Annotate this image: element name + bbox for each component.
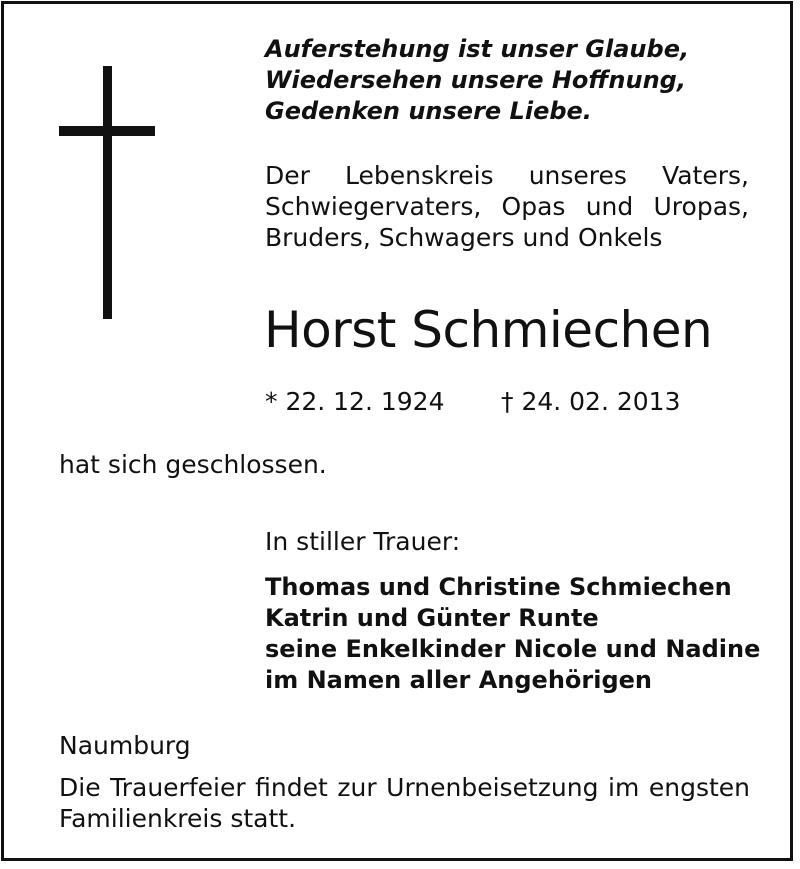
intro-line: Der Lebenskreis unseres Vaters,	[265, 161, 749, 190]
place-name: Naumburg	[59, 731, 191, 760]
intro-text	[265, 160, 749, 253]
mourner-line: Thomas und Christine Schmiechen	[265, 573, 732, 601]
mourning-label: In stiller Trauer:	[265, 527, 461, 556]
motto	[265, 34, 765, 127]
cross-icon-bar	[59, 126, 155, 136]
birth-date: * 22. 12. 1924	[265, 387, 445, 416]
closing-text: hat sich geschlossen.	[59, 450, 327, 479]
obituary-frame	[1, 1, 793, 861]
funeral-notice	[59, 772, 750, 834]
notice-line: Die Trauerfeier findet zur Urnenbeisetzung im engsten	[59, 773, 750, 802]
motto-line: Auferstehung ist unser Glaube,	[265, 35, 690, 63]
motto-line: Gedenken unsere Liebe.	[265, 97, 592, 125]
mourner-line: seine Enkelkinder Nicole und Nadine	[265, 635, 761, 663]
death-date: † 24. 02. 2013	[501, 387, 681, 416]
mourner-line: Katrin und Günter Runte	[265, 604, 599, 632]
deceased-name: Horst Schmiechen	[264, 301, 713, 359]
notice-line: Familienkreis statt.	[59, 804, 297, 833]
mourners-list	[265, 572, 760, 696]
intro-line: Schwiegervaters, Opas und Uropas,	[265, 192, 749, 221]
cross-icon	[103, 66, 112, 319]
mourner-line: im Namen aller Angehörigen	[265, 666, 653, 694]
motto-line: Wiedersehen unsere Hoffnung,	[265, 66, 686, 94]
intro-line: Bruders, Schwagers und Onkels	[265, 223, 663, 252]
